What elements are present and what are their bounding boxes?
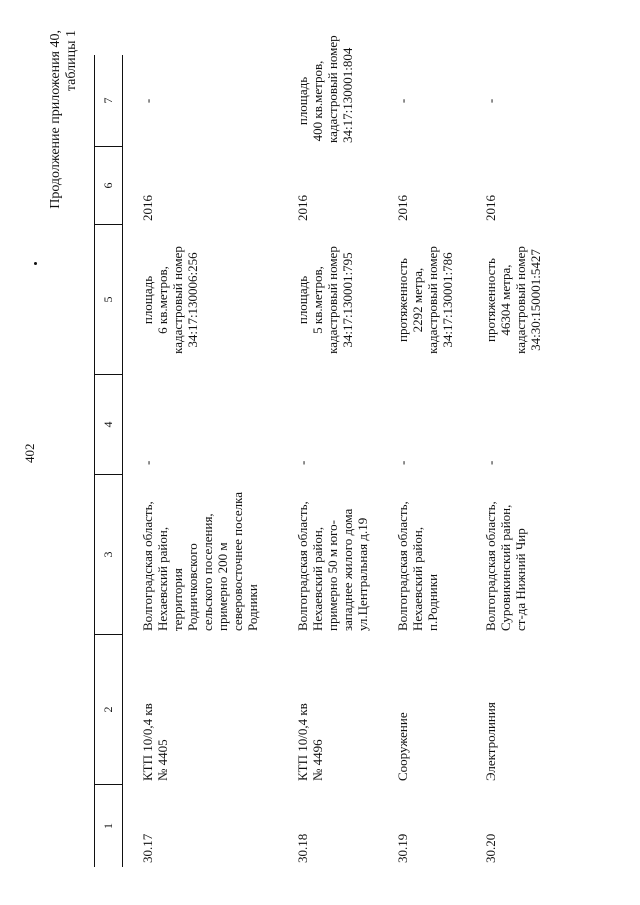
- cell-line: Нехаевский район,: [310, 526, 325, 631]
- cell-line: Сооружение: [395, 712, 410, 781]
- cell-line: сельского поселения,: [200, 513, 215, 631]
- cell-col4: -: [395, 460, 410, 465]
- cell-line: протяженность: [483, 258, 498, 342]
- cell-line: примерно 200 м: [215, 542, 230, 631]
- cell-address: [140, 475, 260, 635]
- cell-line: Родничковского: [185, 543, 200, 631]
- cell-line: протяженность: [395, 258, 410, 342]
- cell-line: кадастровый номер: [325, 246, 340, 354]
- cell-number: 30.19: [395, 833, 410, 863]
- cell-line: Волгоградская область,: [140, 501, 155, 631]
- cell-line: 34:17:130001:795: [340, 252, 355, 348]
- cell-year: 2016: [140, 195, 155, 221]
- cell-line: Родники: [245, 584, 260, 631]
- cell-land: [295, 35, 370, 147]
- cell-line: -: [140, 98, 155, 104]
- header-cell-7: 7: [95, 55, 122, 147]
- cell-line: 34:17:130001:786: [440, 252, 455, 348]
- cell-characteristics: [140, 225, 260, 375]
- continuation-title-line: Продолжение приложения 40,: [48, 30, 63, 209]
- cell-line: КТП 10/0,4 кв: [295, 703, 310, 781]
- cell-line: Суровикинский район,: [498, 504, 513, 631]
- cell-line: 34:17:130006:256: [185, 252, 200, 348]
- header-cell-5: 5: [95, 225, 122, 375]
- continuation-title-line: таблицы 1: [64, 30, 79, 92]
- cell-object-name: [295, 635, 370, 785]
- cell-col4: -: [140, 460, 155, 465]
- cell-line: Волгоградская область,: [483, 501, 498, 631]
- cell-year: 2016: [483, 195, 498, 221]
- cell-line: 46304 метра,: [498, 264, 513, 336]
- cell-line: кадастровый номер: [425, 246, 440, 354]
- ink-dot: [34, 262, 37, 265]
- table-header-row: [95, 55, 122, 867]
- cell-line: ст-да Нижний Чир: [513, 528, 528, 631]
- table-header-bottom-border: [122, 55, 123, 867]
- table-row: [295, 35, 370, 867]
- header-cell-3: 3: [95, 475, 122, 635]
- cell-land: [140, 55, 260, 147]
- continuation-title: [48, 30, 80, 250]
- cell-line: № 4405: [155, 739, 170, 781]
- cell-characteristics: [395, 225, 455, 375]
- cell-line: 2292 метра,: [410, 267, 425, 333]
- page-number: 402: [22, 443, 37, 463]
- cell-address: [395, 475, 455, 635]
- cell-line: КТП 10/0,4 кв: [140, 703, 155, 781]
- cell-year: 2016: [295, 195, 310, 221]
- cell-address: [483, 475, 543, 635]
- cell-characteristics: [295, 225, 370, 375]
- cell-line: площадь: [295, 275, 310, 325]
- cell-col4: -: [295, 460, 310, 465]
- cell-line: -: [483, 98, 498, 104]
- cell-line: Волгоградская область,: [295, 501, 310, 631]
- table-row: [483, 55, 543, 867]
- cell-line: 6 кв.метров,: [155, 266, 170, 334]
- cell-characteristics: [483, 225, 543, 375]
- cell-line: кадастровый номер: [325, 35, 340, 143]
- cell-land: [395, 55, 455, 147]
- cell-line: 400 кв.метров,: [310, 60, 325, 142]
- cell-line: -: [395, 98, 410, 104]
- cell-line: 34:17:130001:804: [340, 47, 355, 143]
- header-cell-4: 4: [95, 375, 122, 475]
- cell-col4: -: [483, 460, 498, 465]
- cell-line: Электролиния: [483, 702, 498, 781]
- cell-object-name: [140, 635, 260, 785]
- cell-line: п.Родники: [425, 573, 440, 631]
- cell-line: Волгоградская область,: [395, 501, 410, 631]
- cell-year: 2016: [395, 195, 410, 221]
- cell-object-name: [483, 635, 543, 785]
- cell-number: 30.20: [483, 833, 498, 863]
- cell-line: 34:30:150001:5427: [528, 249, 543, 351]
- cell-line: северовосточнее поселка: [230, 492, 245, 631]
- cell-line: Нехаевский район,: [155, 526, 170, 631]
- cell-line: кадастровый номер: [170, 246, 185, 354]
- cell-line: территория: [170, 568, 185, 631]
- cell-object-name: [395, 635, 455, 785]
- cell-line: площадь: [295, 76, 310, 126]
- cell-number: 30.18: [295, 833, 310, 863]
- header-cell-1: 1: [101, 823, 115, 829]
- cell-line: западнее жилого дома: [340, 508, 355, 631]
- cell-line: площадь: [140, 275, 155, 325]
- header-cell-6: 6: [95, 147, 122, 225]
- header-cell-2: 2: [95, 635, 122, 785]
- cell-address: [295, 475, 370, 635]
- cell-line: 5 кв.метров,: [310, 266, 325, 334]
- cell-line: № 4496: [310, 739, 325, 781]
- cell-line: Нехаевский район,: [410, 526, 425, 631]
- table-row: [140, 55, 260, 867]
- cell-line: кадастровый номер: [513, 246, 528, 354]
- cell-line: ул.Центральная д.19: [355, 517, 370, 631]
- cell-number: 30.17: [140, 833, 155, 863]
- table-row: [395, 55, 455, 867]
- cell-line: примерно 50 м юго-: [325, 520, 340, 631]
- cell-land: [483, 55, 543, 147]
